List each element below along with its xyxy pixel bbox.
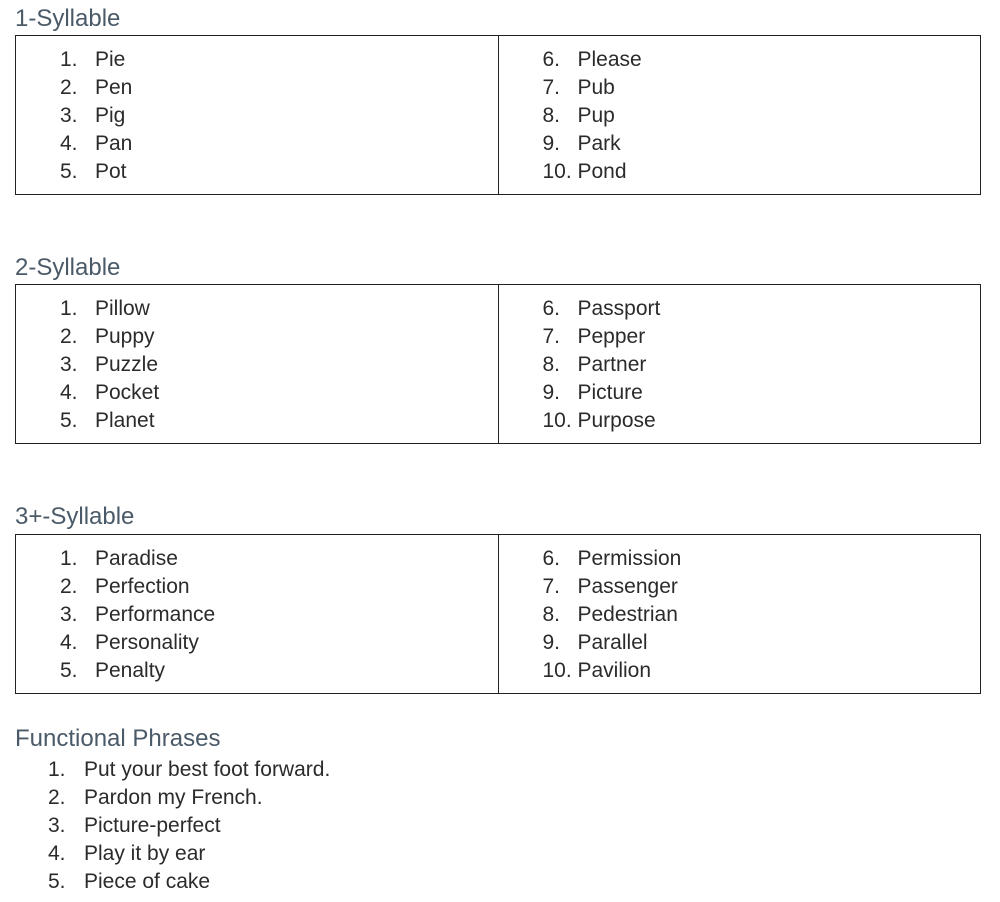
- phrase-text: Play it by ear: [84, 842, 206, 865]
- list-item: [60, 46, 132, 74]
- item-number: 2.: [60, 575, 78, 598]
- word-column-right: [498, 36, 981, 194]
- list-item: [543, 629, 682, 657]
- item-number: 7.: [542, 76, 561, 99]
- list-item: [60, 601, 215, 629]
- list-item: [60, 74, 132, 102]
- word-list: [60, 46, 132, 186]
- word-list: [543, 545, 682, 685]
- list-item: [60, 351, 159, 379]
- list-item: [543, 323, 661, 351]
- phrase-text: Piece of cake: [84, 870, 211, 893]
- list-item: [60, 158, 132, 186]
- item-word: Permission: [577, 547, 682, 570]
- item-number: 3.: [48, 814, 66, 837]
- item-number: 6.: [542, 48, 561, 71]
- list-item: [543, 130, 642, 158]
- section-heading-1-syllable: 1-Syllable: [15, 5, 121, 32]
- item-word: Purpose: [577, 409, 656, 432]
- item-number: 1.: [60, 547, 78, 570]
- list-item: [48, 868, 330, 896]
- section-heading-2-syllable: 2-Syllable: [15, 254, 121, 281]
- item-word: Pup: [577, 104, 615, 127]
- list-item: [48, 784, 330, 812]
- item-number: 10.: [542, 160, 572, 183]
- word-column-right: [498, 285, 981, 443]
- item-number: 5.: [60, 160, 78, 183]
- item-number: 6.: [542, 547, 561, 570]
- word-column-left: [16, 36, 498, 194]
- item-number: 4.: [48, 842, 66, 865]
- item-word: Pan: [95, 132, 133, 155]
- phrase-text: Picture-perfect: [84, 814, 221, 837]
- item-number: 3.: [60, 603, 78, 626]
- item-number: 5.: [60, 659, 78, 682]
- item-number: 10.: [542, 409, 572, 432]
- list-item: [543, 74, 642, 102]
- list-item: [60, 573, 215, 601]
- item-word: Partner: [577, 353, 647, 376]
- item-number: 2.: [60, 325, 78, 348]
- item-number: 2.: [60, 76, 78, 99]
- phrase-list: [48, 756, 330, 896]
- item-number: 9.: [542, 132, 561, 155]
- list-item: [60, 379, 159, 407]
- word-column-right: [498, 535, 981, 693]
- item-number: 8.: [542, 603, 561, 626]
- word-column-left: [16, 285, 498, 443]
- list-item: [60, 629, 215, 657]
- item-number: 9.: [542, 631, 561, 654]
- list-item: [543, 102, 642, 130]
- list-item: [60, 102, 132, 130]
- list-item: [60, 323, 159, 351]
- word-table-2-syllable: [15, 284, 981, 444]
- list-item: [543, 295, 661, 323]
- word-column-left: [16, 535, 498, 693]
- word-list: [543, 295, 661, 435]
- list-item: [543, 573, 682, 601]
- list-item: [543, 351, 661, 379]
- item-number: 9.: [542, 381, 561, 404]
- list-item: [543, 46, 642, 74]
- item-word: Passenger: [577, 575, 678, 598]
- item-word: Pepper: [577, 325, 646, 348]
- item-word: Performance: [95, 603, 216, 626]
- item-word: Pig: [95, 104, 126, 127]
- item-word: Perfection: [95, 575, 190, 598]
- item-number: 10.: [542, 659, 572, 682]
- item-number: 4.: [60, 132, 78, 155]
- list-item: [48, 756, 330, 784]
- list-item: [60, 295, 159, 323]
- item-word: Pond: [577, 160, 627, 183]
- phrase-text: Pardon my French.: [84, 786, 263, 809]
- item-word: Pocket: [95, 381, 160, 404]
- item-word: Puppy: [95, 325, 155, 348]
- item-number: 3.: [60, 104, 78, 127]
- item-word: Picture: [577, 381, 643, 404]
- list-item: [60, 407, 159, 435]
- item-word: Puzzle: [95, 353, 159, 376]
- item-number: 1.: [60, 48, 78, 71]
- list-item: [543, 407, 661, 435]
- item-word: Please: [577, 48, 642, 71]
- list-item: [60, 545, 215, 573]
- section-heading-3-plus-syllable: 3+-Syllable: [15, 503, 135, 530]
- item-word: Pedestrian: [577, 603, 678, 626]
- item-number: 6.: [542, 297, 561, 320]
- item-number: 5.: [60, 409, 78, 432]
- word-list: [543, 46, 642, 186]
- list-item: [48, 812, 330, 840]
- item-word: Parallel: [577, 631, 648, 654]
- word-list: [60, 545, 215, 685]
- section-heading-functional-phrases: Functional Phrases: [15, 725, 221, 752]
- phrase-text: Put your best foot forward.: [84, 758, 331, 781]
- list-item: [60, 657, 215, 685]
- item-number: 7.: [542, 575, 561, 598]
- word-table-3-plus-syllable: [15, 534, 981, 694]
- item-number: 8.: [542, 353, 561, 376]
- item-number: 2.: [48, 786, 66, 809]
- item-word: Passport: [577, 297, 661, 320]
- item-word: Planet: [95, 409, 155, 432]
- list-item: [543, 379, 661, 407]
- item-word: Pie: [95, 48, 126, 71]
- list-item: [543, 601, 682, 629]
- word-table-1-syllable: [15, 35, 981, 195]
- list-item: [60, 130, 132, 158]
- list-item: [48, 840, 330, 868]
- word-list: [60, 295, 159, 435]
- item-word: Pub: [577, 76, 615, 99]
- item-number: 1.: [60, 297, 78, 320]
- item-number: 8.: [542, 104, 561, 127]
- item-word: Penalty: [95, 659, 166, 682]
- list-item: [543, 158, 642, 186]
- item-word: Pen: [95, 76, 133, 99]
- item-number: 1.: [48, 758, 66, 781]
- item-number: 3.: [60, 353, 78, 376]
- item-number: 4.: [60, 381, 78, 404]
- item-number: 7.: [542, 325, 561, 348]
- list-item: [543, 545, 682, 573]
- item-word: Park: [577, 132, 621, 155]
- list-item: [543, 657, 682, 685]
- item-word: Pavilion: [577, 659, 652, 682]
- item-number: 5.: [48, 870, 66, 893]
- item-word: Pot: [95, 160, 127, 183]
- item-word: Paradise: [95, 547, 178, 570]
- item-word: Personality: [95, 631, 199, 654]
- item-number: 4.: [60, 631, 78, 654]
- item-word: Pillow: [95, 297, 150, 320]
